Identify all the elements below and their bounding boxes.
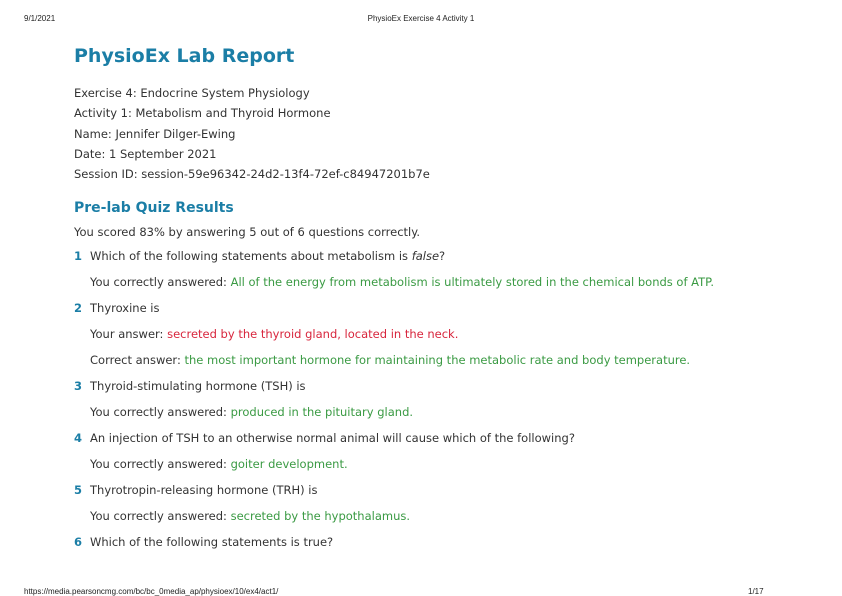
question-number: 1 [74, 249, 83, 264]
report-date: Date: 1 September 2021 [74, 146, 217, 161]
question-2 [74, 298, 794, 370]
question-emphasis: false [411, 249, 440, 264]
correct-answer-text: produced in the pituitary gland. [230, 405, 414, 420]
correct-answer-text: goiter development. [230, 457, 348, 472]
question-4 [74, 428, 794, 474]
print-date: 9/1/2021 [24, 14, 56, 23]
answer-label: Correct answer: [90, 353, 185, 368]
answer-label: You correctly answered: [90, 509, 231, 524]
answer-label: You correctly answered: [90, 275, 231, 290]
lab-report [74, 40, 794, 552]
question-number: 4 [74, 431, 83, 446]
answer-row [90, 506, 794, 526]
question-text: An injection of TSH to an otherwise normal animal will cause which of the following? [90, 431, 575, 446]
question-text-part: ? [439, 249, 446, 264]
your-answer-row [90, 324, 794, 344]
question-6 [74, 532, 794, 552]
exercise-line: Exercise 4: Endocrine System Physiology [74, 86, 310, 100]
correct-answer-text: All of the energy from metabolism is ultimately stored in the chemical bonds of ATP. [230, 275, 714, 290]
question-1 [74, 246, 794, 292]
question-text: Thyrotropin-releasing hormone (TRH) is [90, 483, 318, 498]
question-text: Thyroid-stimulating hormone (TSH) is [90, 379, 306, 394]
answer-label: You correctly answered: [90, 457, 231, 472]
correct-answer-row [90, 350, 794, 370]
student-name: Name: Jennifer Dilger-Ewing [74, 126, 236, 141]
question-number: 2 [74, 301, 83, 316]
answer-label: You correctly answered: [90, 405, 231, 420]
answer-row [90, 454, 794, 474]
quiz-heading: Pre-lab Quiz Results [74, 200, 234, 217]
question-text: Which of the following statements is true? [90, 535, 334, 550]
answer-label: Your answer: [90, 327, 168, 342]
correct-answer-text: the most important hormone for maintaining the metabolic rate and body temperature. [184, 353, 691, 368]
activity-line: Activity 1: Metabolism and Thyroid Hormone [74, 106, 331, 121]
question-number: 5 [74, 483, 83, 498]
question-text [90, 246, 794, 266]
report-title: PhysioEx Lab Report [74, 45, 295, 67]
quiz-score: You scored 83% by answering 5 out of 6 questions correctly. [74, 225, 421, 240]
question-3 [74, 376, 794, 422]
answer-row [90, 272, 794, 292]
print-url: https://media.pearsoncmg.com/bc/bc_0media_ap/physioex/10/ex4/act1/ [24, 587, 279, 596]
session-id: Session ID: session-59e96342-24d2-13f4-72ef-c84947201b7e [74, 167, 430, 182]
print-page-title: PhysioEx Exercise 4 Activity 1 [367, 14, 475, 23]
question-number: 6 [74, 535, 83, 550]
question-text: Thyroxine is [90, 301, 160, 316]
print-page-number: 1/17 [748, 587, 764, 596]
question-text-part: Which of the following statements about metabolism is [90, 249, 412, 264]
question-5 [74, 480, 794, 526]
question-number: 3 [74, 379, 83, 394]
correct-answer-text: secreted by the hypothalamus. [230, 509, 411, 524]
answer-row [90, 402, 794, 422]
wrong-answer-text: secreted by the thyroid gland, located in the neck. [167, 327, 459, 342]
